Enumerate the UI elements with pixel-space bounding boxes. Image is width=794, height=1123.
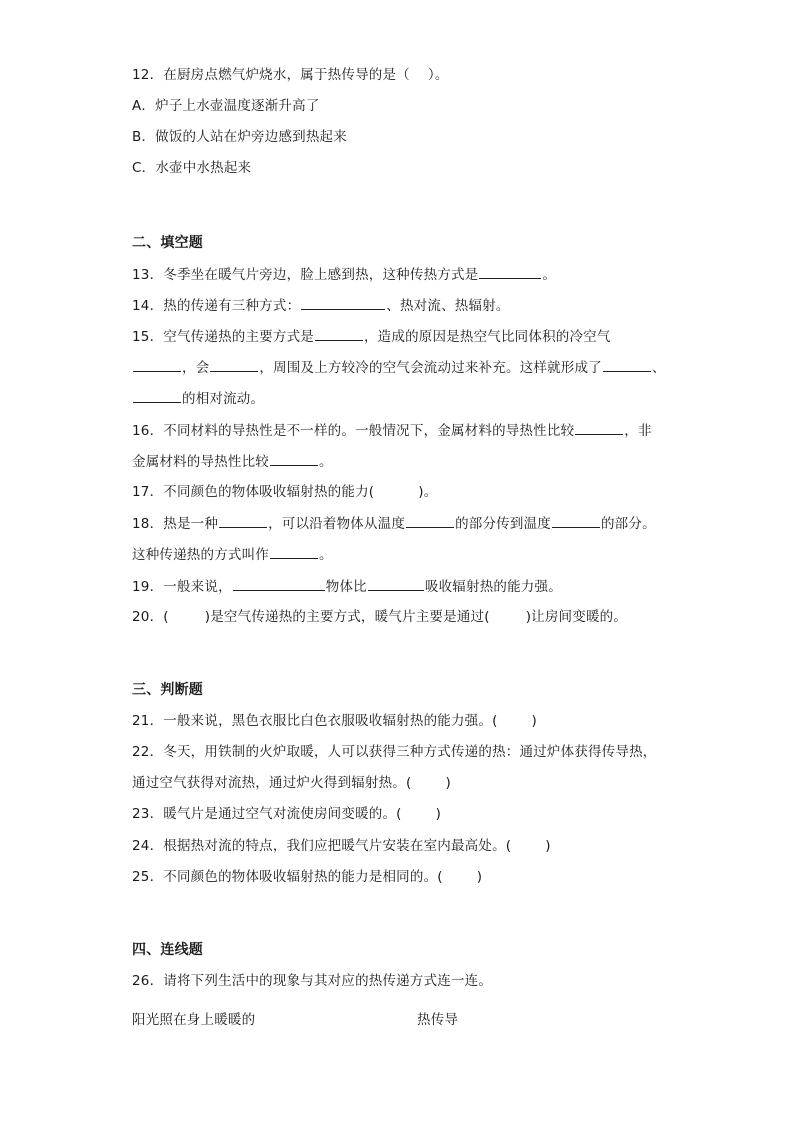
question-22-line-2: 通过空气获得对流热，通过炉火得到辐射热。( ) [132,775,451,791]
answer-blank[interactable] [133,357,181,372]
answer-blank[interactable] [210,357,258,372]
answer-blank[interactable] [479,264,541,279]
answer-blank[interactable] [219,513,267,528]
question-12-stem: 12．在厨房点燃气炉烧水，属于热传导的是（ [132,67,410,83]
option-c[interactable]: C．水壶中水热起来 [132,160,252,176]
option-b[interactable]: B．做饭的人站在炉旁边感到热起来 [132,129,347,145]
question-16-line-1: 16．不同材料的导热性是不一样的。一般情况下，金属材料的导热性比较 ，非 [132,420,652,441]
answer-blank[interactable] [368,576,424,591]
question-16-line-2: 金属材料的导热性比较 。 [132,451,333,472]
question-18-line-2: 这种传递热的方式叫作 。 [132,544,333,565]
answer-blank[interactable] [575,420,623,435]
question-15-line-3: 的相对流动。 [132,388,264,409]
answer-blank[interactable] [603,357,651,372]
section-heading-true-false: 三、判断题 [132,682,203,698]
question-25: 25．不同颜色的物体吸收辐射热的能力是相同的。( ) [132,869,483,885]
section-heading-fill-blank: 二、填空题 [132,235,203,251]
question-24: 24．根据热对流的特点，我们应把暖气片安装在室内最高处。( ) [132,838,551,854]
answer-blank[interactable] [552,513,600,528]
answer-blank[interactable] [406,513,454,528]
match-left-item[interactable]: 阳光照在身上暖暖的 [132,1012,256,1028]
question-26: 26．请将下列生活中的现象与其对应的热传递方式连一连。 [132,973,493,989]
question-22-line-1: 22．冬天，用铁制的火炉取暖，人可以获得三种方式传递的热：通过炉体获得传导热， [132,744,657,760]
question-23: 23．暖气片是通过空气对流使房间变暖的。( ) [132,806,442,822]
answer-blank[interactable] [270,544,318,559]
question-14: 14．热的传递有三种方式： 、热对流、热辐射。 [132,295,510,316]
question-13: 13．冬季坐在暖气片旁边，脸上感到热，这种传热方式是 。 [132,264,556,285]
answer-blank[interactable] [233,576,325,591]
question-19: 19．一般来说， 物体比 吸收辐射热的能力强。 [132,576,562,597]
question-18-line-1: 18．热是一种 ，可以沿着物体从温度 的部分传到温度 的部分。 [132,513,656,534]
answer-blank[interactable] [133,388,181,403]
question-15-line-2: ，会 ，周围及上方较冷的空气会流动过来补充。这样就形成了 、 [132,357,666,378]
question-15-line-1: 15．空气传递热的主要方式是 ，造成的原因是热空气比同体积的冷空气 [132,326,611,347]
question-20: 20．( )是空气传递热的主要方式，暖气片主要是通过( )让房间变暖的。 [132,609,628,625]
question-12: 12．在厨房点燃气炉烧水，属于热传导的是（ ）。 [132,67,449,83]
section-heading-matching: 四、连线题 [132,942,203,958]
option-a[interactable]: A．炉子上水壶温度逐渐升高了 [132,98,320,114]
question-21: 21．一般来说，黑色衣服比白色衣服吸收辐射热的能力强。( ) [132,713,538,729]
question-17: 17．不同颜色的物体吸收辐射热的能力( )。 [132,484,438,500]
answer-blank[interactable] [315,326,363,341]
answer-blank[interactable] [301,295,385,310]
answer-blank[interactable] [270,451,318,466]
match-right-item[interactable]: 热传导 [417,1012,459,1028]
